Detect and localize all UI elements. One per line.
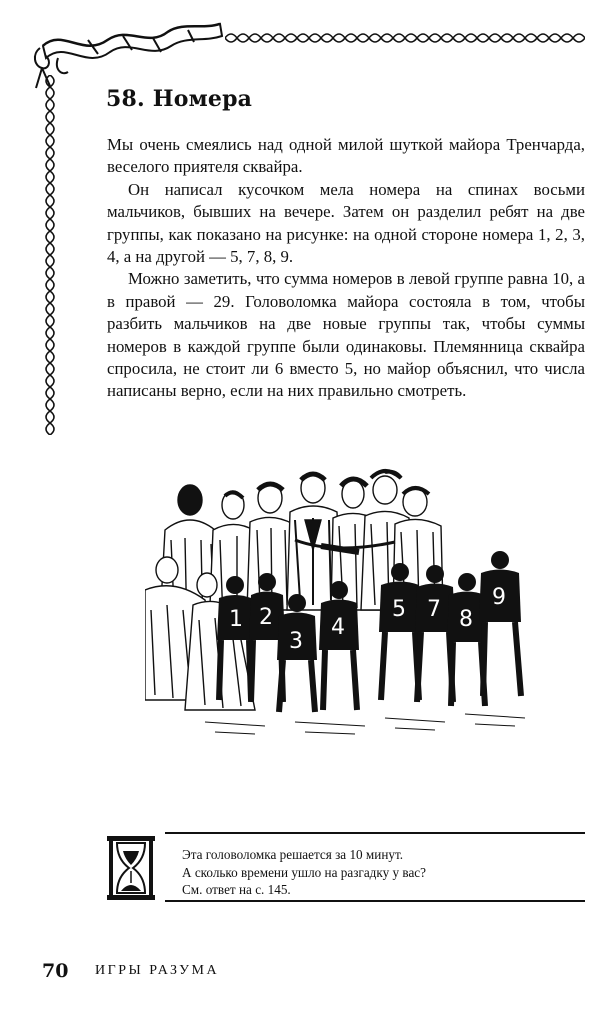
- time-note-line: См. ответ на с. 145.: [182, 882, 291, 897]
- paragraph: Мы очень смеялись над одной милой шуткой майора Тренчарда, веселого приятеля сквайра.: [107, 135, 585, 177]
- time-note-line: А сколько времени ушло на разгадку у вас?: [182, 864, 427, 880]
- divider: [165, 832, 585, 834]
- boy-number: 2: [259, 605, 273, 630]
- time-note: [95, 832, 585, 910]
- boy-number: 8: [459, 607, 473, 632]
- time-note-line: Эта головоломка решается за 10 минут.: [182, 847, 404, 862]
- right-group: [379, 551, 521, 706]
- floor-shading: [205, 714, 525, 734]
- puzzle-title: 58. Номера: [106, 86, 253, 112]
- boy-number: 7: [427, 597, 441, 622]
- paragraph: Можно заметить, что сумма номеров в левой группе равна 10, а в правой — 29. Головоломка майора состояла в том, чтобы разбить мальчиков на две новые группы так, чтобы суммы номеров в каждой группе были одинаковы. Племянница сквайра спросила, не стоит ли 6 вместо 5, но майор объяснил, что числа написаны верно, если на них правильно смотреть.: [107, 269, 585, 401]
- boy-number: 4: [331, 615, 345, 640]
- paragraph: Он написал кусочком мела номера на спинах восьми мальчиков, бывших на вечере. Затем он разделил ребят на две группы, как показано на рисунке: на одной стороне номера 1, 2, 3, 4, а на другой — 5, 7, 8, 9.: [107, 179, 585, 267]
- boy-number: 3: [289, 629, 303, 654]
- boy-number: 9: [492, 585, 506, 610]
- decorative-border-top: [225, 27, 585, 49]
- decorative-border-left: [40, 75, 60, 435]
- boy-figure: [479, 551, 521, 696]
- boy-number: 5: [392, 597, 406, 622]
- page-number: 70: [42, 960, 69, 982]
- boys-with-numbers-illustration: [145, 460, 540, 760]
- puzzle-text: [107, 134, 585, 403]
- boy-number: 1: [229, 607, 243, 632]
- time-note-text: [182, 846, 426, 899]
- running-head: ИГРЫ РАЗУМА: [95, 963, 220, 978]
- divider: [165, 900, 585, 902]
- hourglass-icon: [105, 835, 157, 901]
